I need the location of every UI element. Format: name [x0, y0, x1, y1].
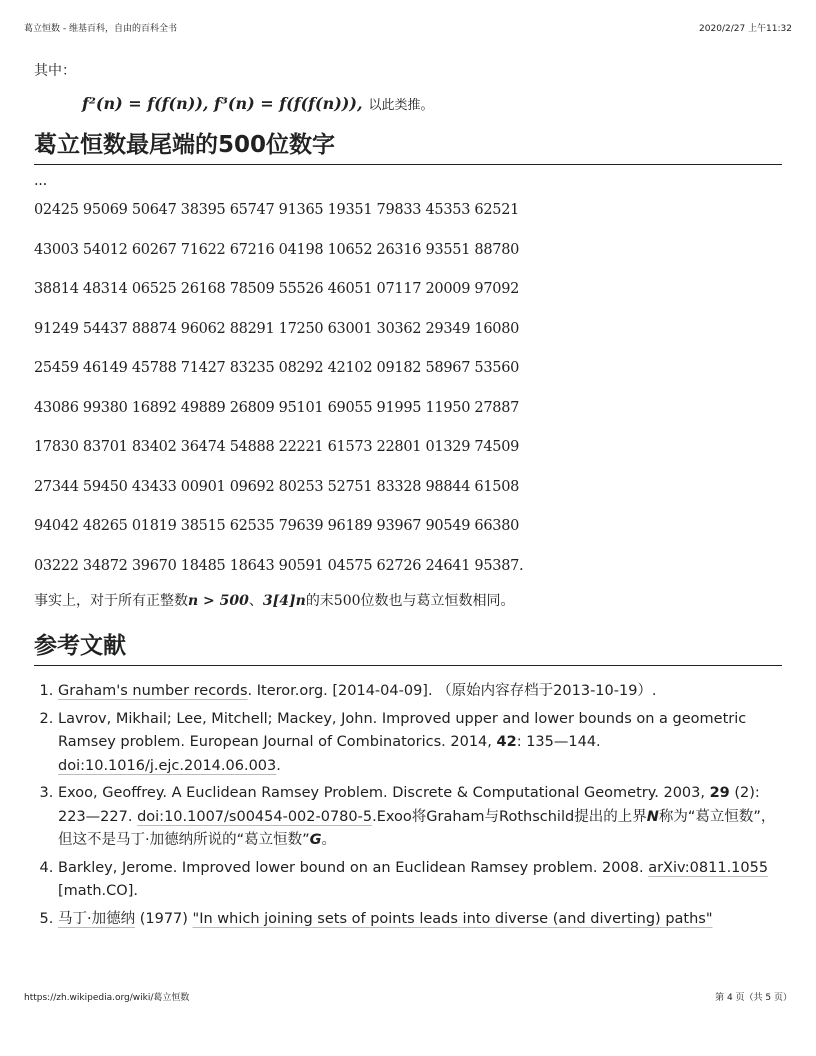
reference-link-records[interactable]: Graham's number records — [58, 683, 248, 699]
fact-paragraph — [34, 590, 782, 610]
reference-arxiv-link[interactable]: arXiv:0811.1055 — [648, 859, 769, 876]
reference-text: 。 — [321, 832, 337, 848]
page-footer-page-number: 第 4 页（共 5 页） — [715, 993, 792, 1003]
fact-math-1: n > 500 — [188, 593, 249, 609]
section-heading-references: 参考文献 — [34, 632, 782, 666]
intro-label: 其中： — [34, 63, 76, 79]
reference-doi-link[interactable]: doi:10.1007/s00454-002-0780-5 — [137, 808, 373, 825]
article-content — [34, 60, 782, 935]
reference-item-4 — [58, 857, 782, 904]
digit-line: 43003 54012 60267 71622 67216 04198 10652 26316 93551 88780 — [34, 241, 520, 258]
fact-separator: 、 — [248, 593, 263, 609]
reference-title-link[interactable]: "In which joining sets of points leads into diverse (and diverting) paths" — [192, 910, 713, 927]
digits-ellipsis: ... — [34, 173, 47, 189]
reference-text: Lavrov, Mikhail; Lee, Mitchell; Mackey, John. Improved upper and lower bounds on a geometric Ramsey problem. European Journal of Combinatorics. 2014, — [58, 710, 747, 750]
digit-block — [34, 173, 782, 594]
reference-item-2 — [58, 708, 782, 779]
math-symbol-g: G — [309, 832, 322, 848]
reference-text: : 135—144. — [516, 734, 601, 750]
reference-text: . Iteror.org. [2014-04-09]. （原始内容存档于2013-10-19）. — [247, 683, 657, 699]
reference-author-link[interactable]: 马丁·加德纳 — [58, 910, 136, 927]
page-header-datetime: 2020/2/27 上午11:32 — [699, 24, 792, 34]
reference-doi-link[interactable]: doi:10.1016/j.ejc.2014.06.003 — [58, 757, 277, 774]
digit-line: 02425 95069 50647 38395 65747 91365 19351 79833 45353 62521 — [34, 202, 520, 218]
reference-text: . — [276, 757, 281, 774]
fact-text-post: 的末500位数也与葛立恒数相同。 — [305, 593, 515, 609]
formula-tail: 以此类推。 — [368, 98, 434, 113]
formula-math: f²(n) = f(f(n)), f³(n) = f(f(f(n))), — [82, 94, 363, 113]
reference-text: 称为“葛立恒数”，但这不是马丁·加德纳所说的“葛立恒数” — [58, 808, 776, 848]
digit-line: 25459 46149 45788 71427 83235 08292 42102 09182 58967 53560 — [34, 360, 520, 376]
digit-line: 91249 54437 88874 96062 88291 17250 63001 30362 29349 16080 — [34, 320, 520, 337]
reference-text: Barkley, Jerome. Improved lower bound on an Euclidean Ramsey problem. 2008. — [58, 859, 649, 876]
page-header-title: 葛立恒数 - 维基百科，自由的百科全书 — [24, 24, 177, 34]
digit-line: 27344 59450 43433 00901 09692 80253 52751 83328 98844 61508 — [34, 478, 520, 495]
reference-text: Exoo, Geoffrey. A Euclidean Ramsey Problem. Discrete & Computational Geometry. 2003, — [58, 785, 710, 801]
digit-line: 94042 48265 01819 38515 62535 79639 96189 93967 90549 66380 — [34, 518, 520, 534]
reference-text: .Exoo将Graham与Rothschild提出的上界 — [372, 808, 647, 825]
fact-text-pre: 事实上，对于所有正整数 — [34, 593, 188, 609]
reference-item-5 — [58, 908, 782, 932]
reference-list — [34, 680, 782, 931]
fact-math-2: 3[4]n — [262, 593, 306, 609]
recursion-formula — [82, 94, 782, 113]
reference-text: (2): 223—227. — [58, 785, 760, 825]
digit-line: 17830 83701 83402 36474 54888 22221 61573 22801 01329 74509 — [34, 439, 520, 455]
reference-volume: 29 — [709, 785, 730, 801]
page-footer-url: https://zh.wikipedia.org/wiki/葛立恒数 — [24, 993, 190, 1003]
math-symbol-n: N — [646, 808, 659, 825]
reference-text: [math.CO]. — [58, 883, 138, 899]
digit-line: 03222 34872 39670 18485 18643 90591 04575 62726 24641 95387. — [34, 557, 524, 574]
reference-item-1 — [58, 680, 782, 704]
digit-line: 43086 99380 16892 49889 26809 95101 69055 91995 11950 27887 — [34, 399, 520, 416]
section-heading-last-digits: 葛立恒数最尾端的500位数字 — [34, 131, 782, 165]
reference-year: (1977) — [135, 910, 193, 927]
reference-volume: 42 — [496, 734, 517, 750]
reference-item-3 — [58, 782, 782, 853]
digit-line: 38814 48314 06525 26168 78509 55526 46051 07117 20009 97092 — [34, 281, 520, 297]
digit-lines — [34, 199, 782, 594]
